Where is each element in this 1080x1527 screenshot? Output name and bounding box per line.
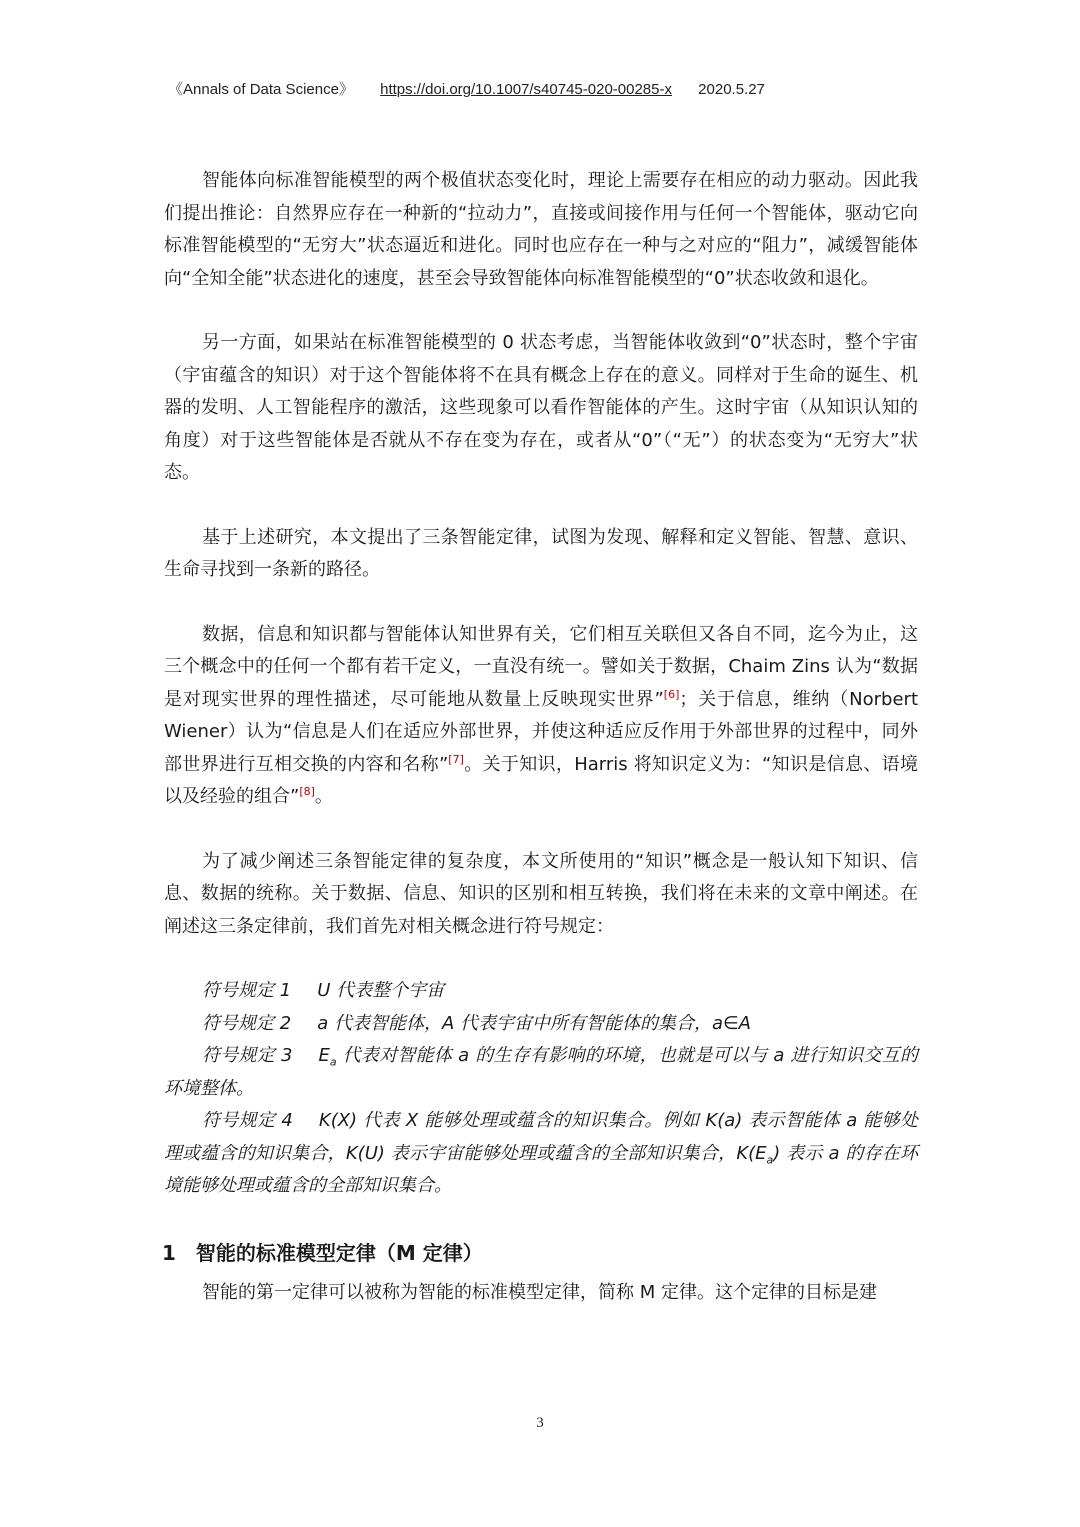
paragraph: 智能体向标准智能模型的两个极值状态变化时，理论上需要存在相应的动力驱动。因此我们提出推论：自然界应存在一种新的“拉动力”，直接或间接作用与任何一个智能体，驱动它向标准智能模型的“无穷大”状态逼近和进化。同时也应存在一种与之对应的“阻力”，减缓智能体向“全知全能”状态进化的速度，甚至会导致智能体向标准智能模型的“0”状态收敛和退化。	[164, 170, 918, 289]
journal-name: 《Annals of Data Science》	[168, 81, 354, 98]
symbol-definition	[164, 1040, 918, 1105]
citation-ref[interactable]: [6]	[663, 687, 680, 701]
subscript: a	[766, 1153, 774, 1167]
symbol-text: K(X) 代表 X 能够处理或蕴含的知识集合。例如 K(a) 表示智能体 a 能够处理或蕴含的知识集合，K(U) 表示宇宙能够处理或蕴含的全部知识集合，K(E	[164, 1110, 918, 1164]
citation-ref[interactable]: [7]	[448, 752, 464, 766]
body-text	[164, 165, 918, 1310]
page-number: 3	[536, 1415, 544, 1431]
section-heading	[162, 1237, 918, 1270]
running-header	[168, 78, 920, 99]
symbol-tag: 符号规定 2	[202, 1012, 292, 1034]
publication-date: 2020.5.27	[698, 81, 765, 98]
paragraph: 另一方面，如果站在标准智能模型的 0 状态考虑，当智能体收敛到“0”状态时，整个宇宙（宇宙蕴含的知识）对于这个智能体将不在具有概念上存在的意义。同样对于生命的诞生、机器的发明、人工智能程序的激活，这些现象可以看作智能体的产生。这时宇宙（从知识认知的角度）对于这些智能体是否就从不存在变为存在，或者从“0”（“无”）的状态变为“无穷大”状态。	[164, 332, 918, 483]
symbol-tag: 符号规定 3	[202, 1045, 293, 1066]
section-title: 智能的标准模型定律（M 定律）	[195, 1240, 483, 1265]
symbol-definition	[164, 975, 918, 1008]
paragraph: 为了减少阐述三条智能定律的复杂度，本文所使用的“知识”概念是一般认知下知识、信息、数据的统称。关于数据、信息、知识的区别和相互转换，我们将在未来的文章中阐述。在阐述这三条定律前，我们首先对相关概念进行符号规定：	[164, 850, 918, 937]
paragraph-text: 。	[314, 786, 333, 807]
symbol-definitions	[164, 975, 918, 1203]
paragraph-text: ；关于信息，维纳（Norbert Wiener）认为“信息是人们在适应外部世界，并使这种适应反作用于外部世界的过程中，同外部世界进行互相交换的内容和名称”	[164, 688, 919, 775]
paragraph-text: 数据，信息和知识都与智能体认知世界有关，它们相互关联但又各自不同，迄今为止，这三个概念中的任何一个都有若干定义，一直没有统一。譬如关于数据，Chaim Zins 认为“数据是对现实世界的理性描述，尽可能地从数量上反映现实世界”	[164, 623, 918, 710]
paragraph: 基于上述研究，本文提出了三条智能定律，试图为发现、解释和定义智能、智慧、意识、生命寻找到一条新的路径。	[164, 526, 918, 580]
symbol-text: a 代表智能体，A 代表宇宙中所有智能体的集合，a∈A	[317, 1012, 751, 1034]
symbol-tag: 符号规定 1	[202, 980, 292, 1001]
symbol-definition	[164, 1105, 918, 1203]
symbol-tag: 符号规定 4	[202, 1110, 293, 1131]
section-number: 1	[162, 1240, 176, 1265]
symbol-definition	[164, 1008, 918, 1041]
paragraph-definitions	[164, 619, 918, 814]
citation-ref[interactable]: [8]	[299, 785, 315, 798]
paragraph: 智能的第一定律可以被称为智能的标准模型定律，简称 M 定律。这个定律的目标是建	[202, 1282, 877, 1303]
symbol-text: U 代表整个宇宙	[317, 980, 445, 1001]
doi-link[interactable]: https://doi.org/10.1007/s40745-020-00285-x	[380, 81, 672, 98]
paragraph-text: 。关于知识，Harris 将知识定义为：“知识是信息、语境以及经验的组合”	[164, 753, 918, 807]
symbol-text: 代表对智能体 a 的生存有影响的环境，也就是可以与 a 进行知识交互的环境整体。	[164, 1045, 918, 1099]
symbol-text: E	[318, 1045, 330, 1066]
symbol-text: ) 表示 a 的存在环境能够处理或蕴含的全部知识集合。	[164, 1142, 918, 1196]
subscript: a	[329, 1055, 337, 1069]
